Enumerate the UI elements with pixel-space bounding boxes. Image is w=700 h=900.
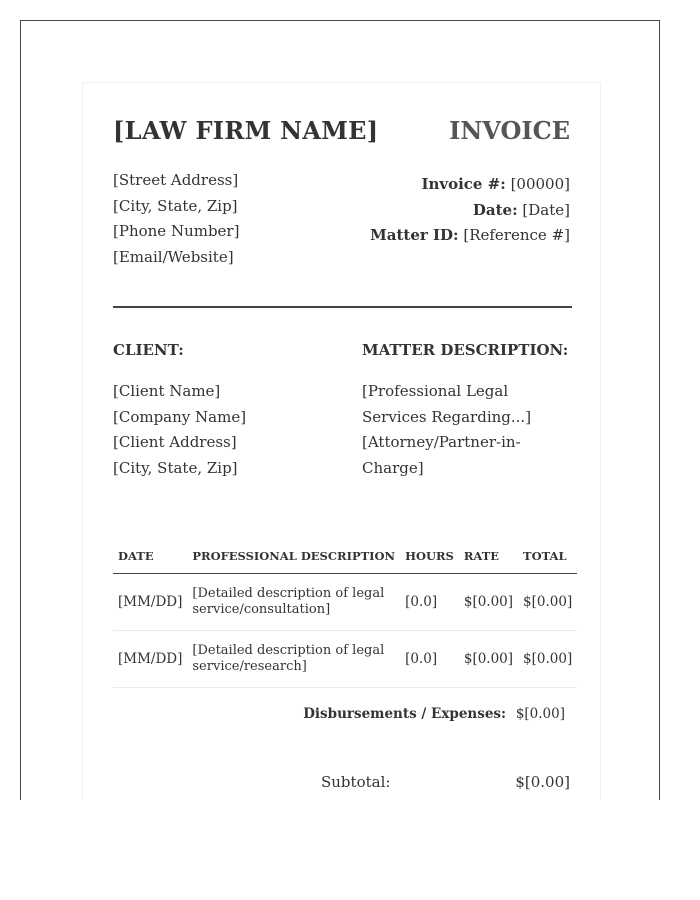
invoice-date-value: [Date] — [522, 200, 570, 219]
invoice-number-value: [00000] — [510, 175, 570, 193]
row-total: $[0.00] — [518, 631, 577, 688]
row-hours: [0.0] — [400, 574, 459, 631]
firm-phone: [Phone Number] — [113, 222, 240, 240]
disbursements-label: Disbursements / Expenses: — [303, 706, 506, 722]
line-items-table — [113, 539, 577, 688]
row-hours: [0.0] — [400, 631, 459, 688]
invoice-date-label: Date: — [472, 200, 518, 219]
row-date: [MM/DD] — [113, 574, 187, 631]
disbursements-value: $[0.00] — [515, 706, 565, 722]
row-rate: $[0.00] — [459, 574, 518, 631]
col-hours-header: HOURS — [400, 539, 459, 574]
subtotal-label: Subtotal: — [321, 773, 391, 791]
matter-services: [Professional Legal Services Regarding...] — [362, 382, 532, 426]
row-rate: $[0.00] — [459, 631, 518, 688]
matter-id-value: [Reference #] — [463, 226, 570, 244]
client-name: [Client Name] — [113, 382, 221, 400]
col-rate-header: RATE — [459, 539, 518, 574]
matter-attorney: [Attorney/Partner-in-Charge] — [362, 433, 521, 477]
col-date-header: DATE — [113, 539, 187, 574]
invoice-title: INVOICE — [449, 116, 570, 145]
firm-street: [Street Address] — [113, 171, 239, 189]
client-company: [Company Name] — [113, 407, 247, 426]
invoice-date-line — [370, 198, 570, 224]
matter-id-line — [370, 223, 570, 249]
matter-details — [362, 379, 572, 481]
col-total-header: TOTAL — [518, 539, 577, 574]
invoice-number-line — [370, 172, 570, 198]
row-total: $[0.00] — [518, 574, 577, 631]
row-description: [Detailed description of legal service/research] — [187, 631, 400, 688]
header-divider — [113, 306, 572, 308]
client-city: [City, State, Zip] — [113, 458, 238, 477]
row-date: [MM/DD] — [113, 631, 187, 688]
client-address: [Client Address] — [113, 433, 237, 451]
subtotal-value: $[0.00] — [515, 773, 570, 791]
table-header-row — [113, 539, 577, 574]
col-description-header: PROFESSIONAL DESCRIPTION — [187, 539, 400, 574]
client-heading: CLIENT: — [113, 341, 184, 359]
firm-name: [LAW FIRM NAME] — [113, 116, 379, 145]
document-frame — [20, 20, 660, 800]
matter-id-label: Matter ID: — [370, 226, 459, 244]
matter-heading: MATTER DESCRIPTION: — [362, 341, 569, 359]
firm-city: [City, State, Zip] — [113, 196, 238, 215]
table-row — [113, 631, 577, 688]
row-description: [Detailed description of legal service/consultation] — [187, 574, 400, 631]
firm-address — [113, 168, 239, 270]
invoice-meta — [370, 172, 570, 249]
invoice-page — [82, 82, 601, 800]
client-details — [113, 379, 246, 481]
firm-web: [Email/Website] — [113, 247, 234, 266]
table-row — [113, 574, 577, 631]
invoice-number-label: Invoice #: — [421, 175, 506, 193]
